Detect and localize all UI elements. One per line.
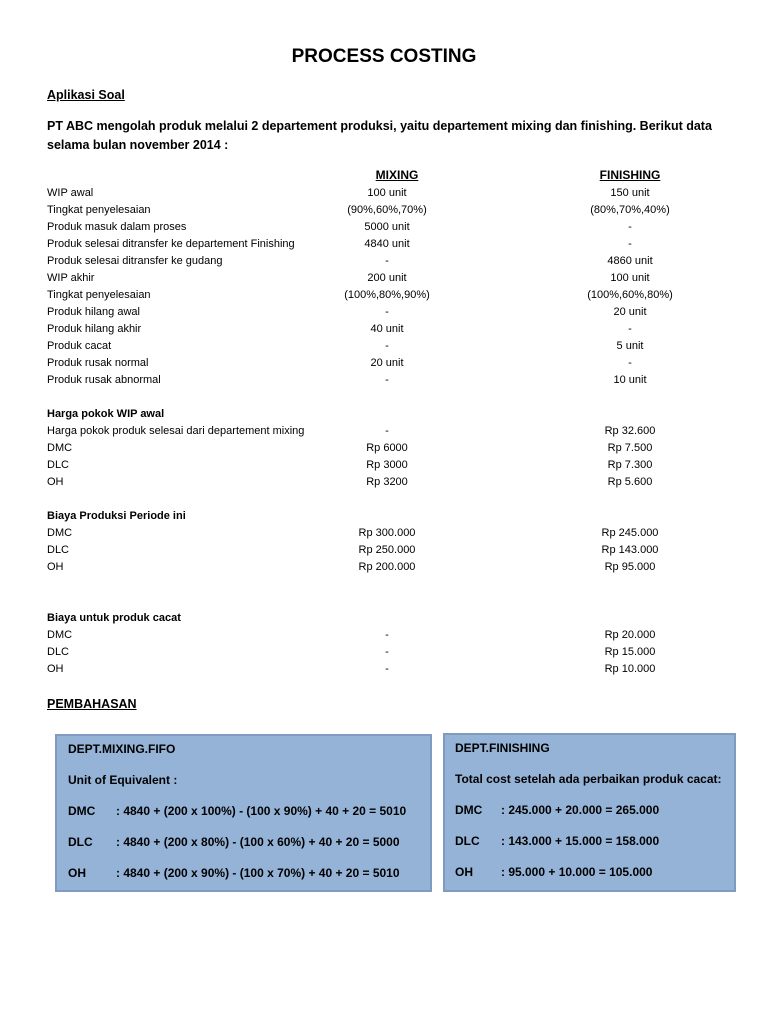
cell-finishing: Rp 143.000 [601,544,659,556]
formula-label: DMC [68,804,96,818]
row-label: Produk rusak abnormal [47,374,161,386]
cell-finishing: Rp 5.600 [607,476,653,488]
cell-finishing: Rp 7.500 [607,442,653,454]
cell-mixing: Rp 3000 [366,459,408,471]
cell-finishing: Rp 95.000 [604,561,656,573]
formula-label: OH [455,865,473,879]
cell-finishing: Rp 10.000 [604,663,656,675]
row-label: DLC [47,459,70,471]
cell-finishing: (80%,70%,40%) [590,204,670,216]
row-label: Tingkat penyelesaian [47,204,151,216]
row-label: WIP awal [47,187,94,199]
cell-mixing: - [385,374,389,386]
cell-mixing: (100%,80%,90%) [344,289,430,301]
box-title: DEPT.FINISHING [455,741,550,755]
formula-value: : 245.000 + 20.000 = 265.000 [501,803,660,817]
cell-finishing: 5 unit [616,340,644,352]
row-label: Produk cacat [47,340,112,352]
row-label: DMC [47,442,73,454]
cell-finishing: Rp 245.000 [601,527,659,539]
cell-finishing: Rp 20.000 [604,629,656,641]
cell-mixing: 5000 unit [364,221,410,233]
row-label: Harga pokok produk selesai dari departement mixing [47,425,305,437]
row-label: Produk selesai ditransfer ke gudang [47,255,223,267]
box-subtitle: Total cost setelah ada perbaikan produk cacat: [455,772,722,786]
cell-finishing: - [628,221,632,233]
cell-mixing: 200 unit [367,272,407,284]
cell-finishing: Rp 7.300 [607,459,653,471]
formula-label: DLC [455,834,480,848]
formula-value: : 95.000 + 10.000 = 105.000 [501,865,653,879]
cell-mixing: 100 unit [367,187,407,199]
cell-finishing: 20 unit [613,306,647,318]
row-label: Produk rusak normal [47,357,149,369]
cell-mixing: Rp 300.000 [358,527,416,539]
finishing-solution-box [443,733,736,892]
cell-mixing: - [385,663,389,675]
row-label: Produk hilang awal [47,306,140,318]
cell-mixing: 40 unit [370,323,404,335]
row-label: Produk hilang akhir [47,323,142,335]
row-label: DLC [47,646,70,658]
cell-finishing: (100%,60%,80%) [587,289,673,301]
column-header-finishing: FINISHING [599,168,661,182]
cell-finishing: Rp 32.600 [604,425,656,437]
formula-label: DLC [68,835,93,849]
cell-mixing: 20 unit [370,357,404,369]
cell-mixing: - [385,646,389,658]
cell-finishing: Rp 15.000 [604,646,656,658]
formula-value: : 4840 + (200 x 90%) - (100 x 70%) + 40 + 20 = 5010 [116,866,400,880]
section-heading: Biaya untuk produk cacat [47,612,181,624]
cell-finishing: - [628,357,632,369]
cell-mixing: - [385,629,389,641]
row-label: OH [47,476,64,488]
formula-value: : 4840 + (200 x 100%) - (100 x 90%) + 40 + 20 = 5010 [116,804,407,818]
row-label: WIP akhir [47,272,95,284]
section-heading: Harga pokok WIP awal [47,408,165,420]
cell-finishing: 10 unit [613,374,647,386]
cell-mixing: - [385,255,389,267]
box-title: DEPT.MIXING.FIFO [68,742,176,756]
cell-mixing: (90%,60%,70%) [347,204,427,216]
cell-mixing: Rp 3200 [366,476,408,488]
cell-finishing: - [628,323,632,335]
row-label: Produk masuk dalam proses [47,221,187,233]
cell-mixing: 4840 unit [364,238,410,250]
cell-mixing: Rp 200.000 [358,561,416,573]
intro-paragraph: PT ABC mengolah produk melalui 2 departement produksi, yaitu departement mixing dan finishing. Berikut data selama bulan november 2014 : [47,119,712,152]
formula-label: DMC [455,803,483,817]
section-heading-pembahasan: PEMBAHASAN [47,697,137,711]
row-label: Tingkat penyelesaian [47,289,151,301]
cell-mixing: - [385,340,389,352]
cell-finishing: 4860 unit [607,255,653,267]
cell-mixing: Rp 6000 [366,442,408,454]
box-subtitle: Unit of Equivalent : [68,773,178,787]
row-label: DLC [47,544,70,556]
cell-mixing: Rp 250.000 [358,544,416,556]
row-label: OH [47,663,64,675]
row-label: OH [47,561,64,573]
formula-value: : 4840 + (200 x 80%) - (100 x 60%) + 40 + 20 = 5000 [116,835,400,849]
cell-mixing: - [385,306,389,318]
row-label: Produk selesai ditransfer ke departement Finishing [47,238,295,250]
formula-label: OH [68,866,86,880]
mixing-solution-box [55,734,432,892]
section-heading-aplikasi: Aplikasi Soal [47,88,125,102]
formula-value: : 143.000 + 15.000 = 158.000 [501,834,660,848]
page-title: PROCESS COSTING [291,46,477,67]
cell-finishing: 100 unit [610,272,650,284]
cell-finishing: - [628,238,632,250]
cell-finishing: 150 unit [610,187,650,199]
cell-mixing: - [385,425,389,437]
column-header-mixing: MIXING [375,168,419,182]
row-label: DMC [47,527,73,539]
section-heading: Biaya Produksi Periode ini [47,510,186,522]
row-label: DMC [47,629,73,641]
